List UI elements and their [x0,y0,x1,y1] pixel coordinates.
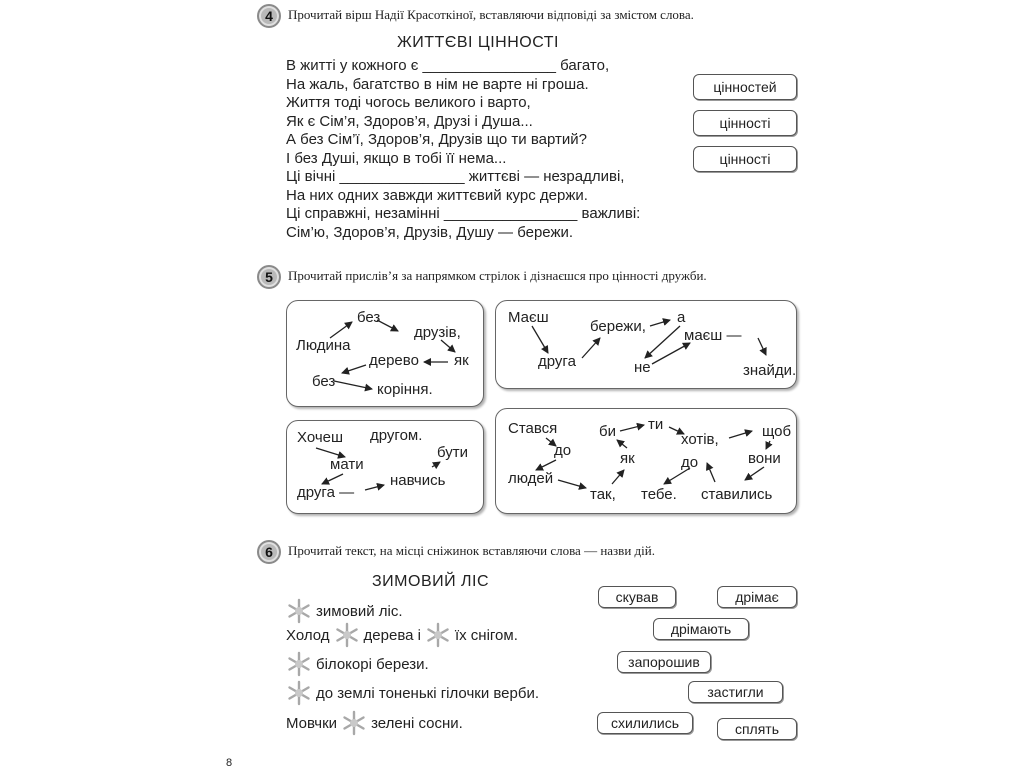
proverb-word: не [634,359,651,376]
page-number: 8 [226,757,233,769]
proverb-word: маєш — [684,327,742,344]
proverb-word: Маєш [508,309,549,326]
proverb-word: Людина [296,337,351,354]
snowflake-icon [286,651,312,677]
proverb-word: дерево [369,352,419,369]
answer-chip[interactable]: застигли [688,681,783,703]
poem-line: В житті у кожного є ________________ багато, [286,57,610,74]
text-fragment: їх снігом. [454,626,518,644]
proverb-word: без [312,373,336,390]
proverb-word: другом. [370,427,423,444]
text-line-4 [286,680,539,706]
task-instruction: Прочитай вірш Надії Красоткіної, вставляючи відповіді за змістом слова. [288,7,694,22]
proverb-word: вони [748,450,781,467]
snowflake-icon [334,622,360,648]
proverb-word: бережи, [590,318,646,335]
proverb-word: друзів, [414,324,461,341]
proverb-word: як [620,450,635,467]
proverb-word: коріння. [377,381,433,398]
text-fragment: Холод [286,626,330,644]
task-number-badge [257,265,281,289]
task-number-badge [257,4,281,28]
poem-line: А без Сім’ї, Здоров’я, Друзів що ти вартий? [286,131,587,148]
snowflake-icon [286,598,312,624]
answer-chip[interactable]: цінності [693,110,797,136]
proverb-word: так, [590,486,616,503]
poem-line: На них одних завжди життєвий курс держи. [286,186,588,204]
answer-chip[interactable]: схилились [597,712,693,734]
task-instruction: Прочитай прислів’я за напрямком стрілок і дізнаєшся про цінності дружби. [288,268,707,283]
proverb-word: друга — [297,484,355,501]
answer-chip[interactable]: запорошив [617,651,711,673]
poem-line: Ці справжні, незамінні ________________ важливі: [286,205,641,222]
answer-chip[interactable]: дрімає [717,586,797,608]
proverb-word: тебе. [641,486,677,503]
proverb-word: без [357,309,381,326]
snowflake-icon [341,710,367,736]
snowflake-icon [286,680,312,706]
text-fragment: зелені сосни. [371,714,463,732]
proverb-word: мати [330,456,364,473]
poem-title: ЖИТТЄВІ ЦІННОСТІ [397,34,559,51]
poem [286,57,640,242]
answer-chip[interactable]: дрімають [653,618,749,640]
proverb-word: а [677,309,686,326]
task-instruction: Прочитай текст, на місці сніжинок вставляючи слова — назви дій. [288,543,655,558]
task-number: 6 [265,544,273,560]
text-line-1 [286,598,403,624]
poem-line: І без Душі, якщо в тобі її нема... [286,149,507,167]
proverb-word: навчись [390,472,446,489]
text-title: ЗИМОВИЙ ЛІС [372,573,490,590]
answer-chip[interactable]: цінності [693,146,797,172]
poem-line: Як є Сім’я, Здоров’я, Друзі і Душа... [286,112,533,130]
proverb-word: як [454,352,469,369]
task-number-badge [257,540,281,564]
answer-chip[interactable]: сплять [717,718,797,740]
proverb-word: ставились [701,486,773,503]
text-fragment: білокорі берези. [316,655,429,673]
proverb-word: до [681,454,699,471]
text-line-5 [286,710,463,736]
answer-chip[interactable]: цінностей [693,74,797,100]
text-fragment: до землі тоненькі гілочки верби. [316,684,539,702]
proverb-word: би [599,423,616,440]
proverb-word: Стався [508,420,558,437]
poem-line: Сім’ю, Здоров’я, Друзів, Душу — бережи. [286,223,574,241]
poem-line: На жаль, багатство в нім не варте ні гроша. [286,75,589,93]
snowflake-icon [425,622,451,648]
proverb-word: людей [508,470,554,487]
proverb-word: щоб [762,423,792,440]
text-line-3 [286,651,429,677]
proverb-word: друга [538,353,576,370]
task-number: 5 [265,269,273,285]
poem-line: Ці вічні _______________ життєві — незрадливі, [286,168,625,185]
proverb-word: до [554,442,572,459]
proverb-word: хотів, [681,431,719,448]
proverb-word: ти [648,416,664,433]
text-fragment: зимовий ліс. [316,602,403,620]
text-fragment: Мовчки [286,714,338,732]
text-line-2 [286,622,518,648]
poem-line: Життя тоді чогось великого і варто, [286,94,531,111]
task-number: 4 [265,8,273,24]
proverb-word: бути [437,444,469,461]
proverb-word: Хочеш [297,429,344,446]
proverb-word: знайди. [743,362,797,379]
answer-chip[interactable]: скував [598,586,676,608]
text-fragment: дерева і [363,626,421,644]
